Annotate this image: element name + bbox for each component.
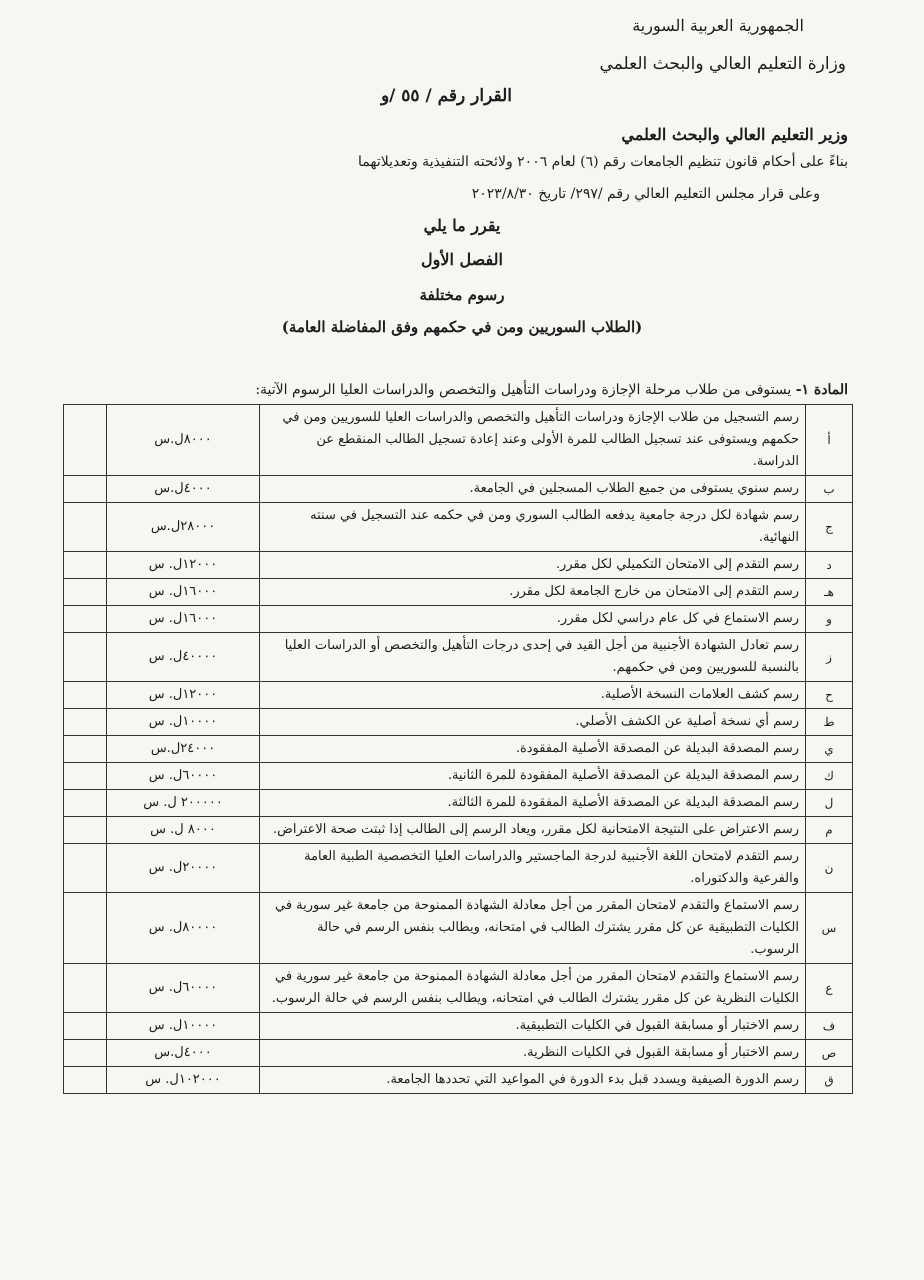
table-row [64, 476, 853, 503]
fee-amount: ١٠٠٠٠ل. س [107, 1013, 260, 1040]
fee-amount: ٤٠٠٠٠ل. س [107, 633, 260, 682]
table-row [64, 552, 853, 579]
table-row [64, 893, 853, 964]
fee-letter: ن [806, 844, 853, 893]
fee-description: رسم شهادة لكل درجة جامعية يدفعه الطالب السوري ومن في حكمه عند التسجيل في سنته النهائية. [260, 503, 806, 552]
fee-amount: ١٦٠٠٠ل. س [107, 579, 260, 606]
fee-description: رسم الدورة الصيفية ويسدد قبل بدء الدورة في المواعيد التي تحددها الجامعة. [260, 1067, 806, 1094]
table-row [64, 1013, 853, 1040]
fee-amount: ١٢٠٠٠ل. س [107, 682, 260, 709]
decision-number: القرار رقم / ٥٥ /و [380, 86, 512, 106]
decides-heading: يقرر ما يلي [423, 216, 501, 235]
table-row [64, 1040, 853, 1067]
fee-letter: ح [806, 682, 853, 709]
fee-description: رسم المصدقة البديلة عن المصدقة الأصلية المفقودة للمرة الثانية. [260, 763, 806, 790]
table-row [64, 1067, 853, 1094]
blank-cell [64, 709, 107, 736]
blank-cell [64, 503, 107, 552]
blank-cell [64, 763, 107, 790]
fee-description: رسم التسجيل من طلاب الإجازة ودراسات التأهيل والتخصص والدراسات العليا للسوريين ومن في حكمهم ويستوفى عند تسجيل الطالب للمرة الأولى وعند إعادة تسجيل الطالب المنقطع عن الدراسة. [260, 405, 806, 476]
table-row [64, 633, 853, 682]
fee-letter: ق [806, 1067, 853, 1094]
fee-description: رسم المصدقة البديلة عن المصدقة الأصلية المفقودة للمرة الثالثة. [260, 790, 806, 817]
fee-amount: ٤٠٠٠ل.س [107, 476, 260, 503]
blank-cell [64, 552, 107, 579]
fee-amount: ١٦٠٠٠ل. س [107, 606, 260, 633]
fee-description: رسم الاختبار أو مسابقة القبول في الكليات النظرية. [260, 1040, 806, 1067]
article-label: المادة ١- [795, 382, 848, 398]
table-row [64, 405, 853, 476]
table-row [64, 844, 853, 893]
blank-cell [64, 844, 107, 893]
fee-description: رسم الاستماع والتقدم لامتحان المقرر من أجل معادلة الشهادة الممنوحة من جامعة غير سورية في الكليات النظرية عن كل مقرر يشترك الطالب في امتحانه، ويطالب بنفس الرسم في حالة الرسوب. [260, 964, 806, 1013]
blank-cell [64, 893, 107, 964]
fee-letter: ف [806, 1013, 853, 1040]
fee-description: رسم التقدم لامتحان اللغة الأجنبية لدرجة الماجستير والدراسات العليا التخصصية الطبية العامة والفرعية والدكتوراه. [260, 844, 806, 893]
fee-amount: ٢٠٠٠٠٠ ل. س [107, 790, 260, 817]
fee-amount: ٦٠٠٠٠ل. س [107, 964, 260, 1013]
fee-description: رسم الاستماع في كل عام دراسي لكل مقرر. [260, 606, 806, 633]
fee-amount: ٢٠٠٠٠ل. س [107, 844, 260, 893]
section-subtitle: (الطلاب السوريين ومن في حكمهم وفق المفاضلة العامة) [281, 318, 643, 336]
table-row [64, 817, 853, 844]
blank-cell [64, 606, 107, 633]
fee-description: رسم تعادل الشهادة الأجنبية من أجل القيد في إحدى درجات التأهيل والتخصص أو الدراسات العليا بالنسبة للسوريين ومن في حكمهم. [260, 633, 806, 682]
fee-letter: س [806, 893, 853, 964]
table-row [64, 606, 853, 633]
fee-description: رسم الاعتراض على النتيجة الامتحانية لكل مقرر، ويعاد الرسم إلى الطالب إذا ثبتت صحة الاعتراض. [260, 817, 806, 844]
article-text: يستوفى من طلاب مرحلة الإجازة ودراسات التأهيل والتخصص والدراسات العليا الرسوم الآتية: [255, 382, 796, 398]
blank-cell [64, 736, 107, 763]
minister-title: وزير التعليم العالي والبحث العلمي [621, 125, 848, 144]
fee-letter: ج [806, 503, 853, 552]
fee-amount: ٨٠٠٠٠ل. س [107, 893, 260, 964]
fee-amount: ٨٠٠٠ل.س [107, 405, 260, 476]
section-title: رسوم مختلفة [419, 286, 505, 304]
fee-letter: د [806, 552, 853, 579]
fee-letter: أ [806, 405, 853, 476]
article-intro [255, 382, 848, 398]
fee-amount: ٤٠٠٠ل.س [107, 1040, 260, 1067]
table-row [64, 790, 853, 817]
fee-amount: ٢٤٠٠٠ل.س [107, 736, 260, 763]
blank-cell [64, 682, 107, 709]
table-row [64, 736, 853, 763]
fee-letter: ز [806, 633, 853, 682]
fee-description: رسم سنوي يستوفى من جميع الطلاب المسجلين في الجامعة. [260, 476, 806, 503]
basis-line-2: وعلى قرار مجلس التعليم العالي رقم /٢٩٧/ تاريخ ٢٠٢٣/٨/٣٠ [471, 186, 820, 202]
fee-amount: ١٠٠٠٠ل. س [107, 709, 260, 736]
fee-amount: ٢٨٠٠٠ل.س [107, 503, 260, 552]
chapter-heading: الفصل الأول [421, 250, 503, 269]
fee-amount: ١٠٢٠٠٠ل. س [107, 1067, 260, 1094]
table-row [64, 964, 853, 1013]
blank-cell [64, 579, 107, 606]
fee-amount: ١٢٠٠٠ل. س [107, 552, 260, 579]
blank-cell [64, 476, 107, 503]
fee-description: رسم التقدم إلى الامتحان من خارج الجامعة لكل مقرر. [260, 579, 806, 606]
fee-letter: و [806, 606, 853, 633]
table-row [64, 503, 853, 552]
table-row [64, 709, 853, 736]
fee-description: رسم كشف العلامات النسخة الأصلية. [260, 682, 806, 709]
fee-description: رسم أي نسخة أصلية عن الكشف الأصلي. [260, 709, 806, 736]
fee-description: رسم الاختبار أو مسابقة القبول في الكليات التطبيقية. [260, 1013, 806, 1040]
blank-cell [64, 1067, 107, 1094]
fee-description: رسم التقدم إلى الامتحان التكميلي لكل مقرر. [260, 552, 806, 579]
basis-line-1: بناءً على أحكام قانون تنظيم الجامعات رقم (٦) لعام ٢٠٠٦ ولائحته التنفيذية وتعديلاتهما [358, 154, 848, 170]
fee-letter: ط [806, 709, 853, 736]
blank-cell [64, 633, 107, 682]
blank-cell [64, 964, 107, 1013]
blank-cell [64, 405, 107, 476]
fee-letter: ص [806, 1040, 853, 1067]
republic-header: الجمهورية العربية السورية [632, 16, 804, 35]
fee-amount: ٦٠٠٠٠ل. س [107, 763, 260, 790]
fee-amount: ٨٠٠٠ ل. س [107, 817, 260, 844]
ministry-header: وزارة التعليم العالي والبحث العلمي [599, 54, 846, 74]
blank-cell [64, 1013, 107, 1040]
fee-letter: ب [806, 476, 853, 503]
fee-description: رسم الاستماع والتقدم لامتحان المقرر من أجل معادلة الشهادة الممنوحة من جامعة غير سورية في الكليات التطبيقية عن كل مقرر يشترك الطالب في امتحانه، ويطالب بنفس الرسم في حالة الرسوب. [260, 893, 806, 964]
fee-letter: ي [806, 736, 853, 763]
fee-letter: ك [806, 763, 853, 790]
fee-letter: ل [806, 790, 853, 817]
blank-cell [64, 1040, 107, 1067]
table-row [64, 579, 853, 606]
fee-letter: ع [806, 964, 853, 1013]
fee-letter: م [806, 817, 853, 844]
blank-cell [64, 817, 107, 844]
blank-cell [64, 790, 107, 817]
fee-letter: هـ [806, 579, 853, 606]
table-row [64, 763, 853, 790]
fees-table [63, 404, 853, 1094]
table-row [64, 682, 853, 709]
fee-description: رسم المصدقة البديلة عن المصدقة الأصلية المفقودة. [260, 736, 806, 763]
fees-table-body [64, 405, 853, 1094]
